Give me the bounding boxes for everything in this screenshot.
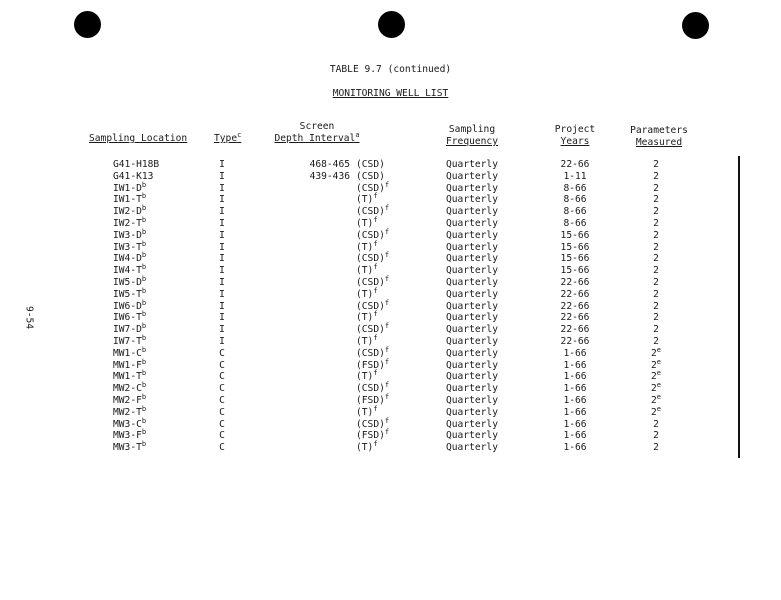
screen-interval-cell: $(T)^f$ [356, 369, 378, 383]
sampling-frequency-cell: Quarterly [446, 170, 498, 182]
sampling-frequency-cell: Quarterly [446, 406, 498, 418]
type-cell: I [219, 170, 225, 182]
sampling-frequency-cell: Quarterly [446, 394, 498, 406]
screen-interval-cell: $(T)^f$ [356, 310, 378, 324]
sampling-location-cell: $MW2-T^b$ [113, 404, 147, 418]
table-row [0, 357, 781, 372]
type-cell: I [219, 288, 225, 300]
screen-interval-cell: $(T)^f$ [356, 215, 378, 229]
header-type: Type$^c$ [214, 130, 242, 144]
table-row [0, 194, 781, 206]
screen-interval-cell: (CSD) [356, 170, 385, 182]
sampling-location-cell: $MW1-F^b$ [113, 357, 147, 371]
type-cell: I [219, 253, 225, 265]
screen-interval-cell: (CSD) [356, 159, 385, 170]
sampling-location-cell: $IW5-D^b$ [113, 274, 147, 288]
type-cell: C [219, 418, 225, 430]
screen-interval-cell: (FSD)$^f$ [356, 357, 390, 371]
project-years-cell: 15-66 [560, 229, 590, 241]
table-row [0, 159, 781, 171]
type-cell: C [219, 383, 225, 395]
project-years-cell: 15-66 [560, 241, 590, 253]
sampling-frequency-cell: Quarterly [446, 229, 498, 241]
sampling-location-cell: $MW2-C^b$ [113, 380, 147, 395]
sampling-location-cell: $MW1-C^b$ [113, 345, 147, 359]
table-row [0, 404, 781, 419]
header-sampling-location: Sampling Location [89, 133, 188, 144]
screen-interval-cell: (CSD)$^f$ [356, 416, 390, 430]
table-row [0, 380, 781, 395]
sampling-frequency-cell: Quarterly [446, 312, 498, 324]
project-years-cell: 15-66 [560, 265, 590, 277]
screen-interval-cell: (FSD)$^f$ [356, 428, 390, 442]
project-years-cell: 1-66 [563, 418, 587, 430]
table-row [0, 171, 781, 183]
well-list-table-body [0, 159, 781, 454]
project-years-cell: 1-66 [563, 347, 587, 359]
table-row [0, 262, 781, 277]
project-years-cell: 8-66 [563, 217, 587, 229]
screen-interval-cell: (CSD)$^f$ [356, 227, 390, 241]
sampling-location-cell: $MW2-F^b$ [113, 392, 147, 406]
screen-interval-cell: (CSD)$^f$ [356, 298, 390, 312]
screen-interval-cell: $(T)^f$ [356, 192, 378, 206]
header-sampling-frequency: Sampling Frequency [446, 124, 498, 147]
sampling-location-cell: $IW4-D^b$ [113, 251, 147, 265]
sampling-location-cell: $IW2-D^b$ [113, 204, 147, 218]
table-row [0, 274, 781, 289]
sampling-frequency-cell: Quarterly [446, 442, 498, 454]
project-years-cell: 1-66 [563, 430, 587, 442]
type-cell: I [219, 182, 225, 194]
parameters-measured-cell: 2e [651, 357, 661, 371]
sampling-frequency-cell: Quarterly [446, 383, 498, 395]
project-years-cell: 22-66 [560, 276, 590, 288]
parameters-measured-cell: 2 [653, 170, 659, 182]
sampling-frequency-cell: Quarterly [446, 253, 498, 265]
sampling-location-cell: $IW5-T^b$ [113, 286, 147, 300]
parameters-measured-cell: 2 [653, 276, 659, 288]
screen-interval-cell: (CSD)$^f$ [356, 204, 390, 218]
screen-interval-cell: (FSD)$^f$ [356, 392, 390, 406]
project-years-cell: 1-66 [563, 406, 587, 418]
type-cell: I [219, 276, 225, 288]
project-years-cell: 1-66 [563, 442, 587, 454]
parameters-measured-cell: 2 [653, 253, 659, 265]
table-row [0, 312, 781, 324]
type-cell: I [219, 312, 225, 324]
parameters-measured-cell: 2e [651, 345, 661, 359]
project-years-cell: 8-66 [563, 206, 587, 218]
sampling-location-cell: $IW1-T^b$ [113, 192, 147, 206]
parameters-measured-cell: 2 [653, 159, 659, 170]
header-project-years: Project Years [554, 124, 596, 147]
parameters-measured-cell: 2 [653, 430, 659, 442]
screen-interval-cell: $(T)^f$ [356, 286, 378, 300]
parameters-measured-cell: 2 [653, 300, 659, 312]
parameters-measured-cell: 2 [653, 418, 659, 430]
project-years-cell: 8-66 [563, 182, 587, 194]
sampling-location-cell: $MW3-T^b$ [113, 439, 147, 454]
sampling-frequency-cell: Quarterly [446, 265, 498, 277]
type-cell: I [219, 335, 225, 347]
project-years-cell: 22-66 [560, 335, 590, 347]
header-parameters-measured: Parameters Measured [630, 125, 688, 148]
parameters-measured-cell: 2e [651, 380, 661, 395]
project-years-cell: 8-66 [563, 194, 587, 206]
sampling-frequency-cell: Quarterly [446, 241, 498, 253]
parameters-measured-cell: 2 [653, 442, 659, 454]
project-years-cell: 1-66 [563, 383, 587, 395]
sampling-location-cell: $IW7-D^b$ [113, 321, 147, 336]
type-cell: I [219, 324, 225, 336]
type-cell: C [219, 347, 225, 359]
sampling-frequency-cell: Quarterly [446, 371, 498, 383]
table-row [0, 321, 781, 336]
table-row [0, 345, 781, 360]
table-row [0, 371, 781, 383]
sampling-location-cell: G41-K13 [113, 170, 154, 182]
project-years-cell: 22-66 [560, 324, 590, 336]
sampling-location-cell: $MW1-T^b$ [113, 369, 147, 383]
parameters-measured-cell: 2 [653, 335, 659, 347]
parameters-measured-cell: 2 [653, 265, 659, 277]
sampling-frequency-cell: Quarterly [446, 276, 498, 288]
table-row [0, 430, 781, 442]
project-years-cell: 1-66 [563, 359, 587, 371]
project-years-cell: 22-66 [560, 312, 590, 324]
sampling-location-cell: $IW3-T^b$ [113, 239, 147, 253]
sampling-frequency-cell: Quarterly [446, 359, 498, 371]
parameters-measured-cell: 2 [653, 288, 659, 300]
table-row [0, 215, 781, 230]
sampling-location-cell: $IW6-D^b$ [113, 298, 147, 312]
sampling-location-cell: $IW6-T^b$ [113, 310, 147, 324]
screen-interval-cell: (CSD)$^f$ [356, 345, 390, 359]
parameters-measured-cell: 2 [653, 217, 659, 229]
parameters-measured-cell: 2 [653, 182, 659, 194]
type-cell: I [219, 229, 225, 241]
punch-hole-center [378, 11, 405, 38]
type-cell: I [219, 241, 225, 253]
parameters-measured-cell: 2e [651, 404, 661, 418]
screen-interval-cell: (CSD)$^f$ [356, 274, 390, 288]
table-title: TABLE 9.7 (continued) [329, 64, 452, 75]
table-row [0, 253, 781, 265]
type-cell: C [219, 359, 225, 371]
sampling-location-cell: $MW3-C^b$ [113, 416, 147, 430]
table-row [0, 227, 781, 242]
parameters-measured-cell: 2 [653, 206, 659, 218]
type-cell: I [219, 159, 225, 170]
sampling-location-cell: G41-H18B [113, 159, 160, 170]
type-cell: C [219, 406, 225, 418]
table-subtitle: MONITORING WELL LIST [332, 88, 449, 99]
screen-interval-cell: $(T)^f$ [356, 239, 378, 253]
sampling-location-cell: $IW4-T^b$ [113, 262, 147, 277]
sampling-frequency-cell: Quarterly [446, 206, 498, 218]
screen-depth-cell: 439-436 [309, 170, 350, 182]
sampling-frequency-cell: Quarterly [446, 194, 498, 206]
screen-depth-cell: 468-465 [309, 159, 350, 170]
sampling-location-cell: $MW3-F^b$ [113, 428, 147, 442]
screen-interval-cell: (CSD)$^f$ [356, 180, 390, 194]
page-number: 9-54 [23, 305, 35, 330]
type-cell: C [219, 394, 225, 406]
table-row [0, 333, 781, 348]
type-cell: I [219, 265, 225, 277]
screen-interval-cell: $(T)^f$ [356, 262, 378, 277]
screen-interval-cell: (CSD)$^f$ [356, 380, 390, 395]
parameters-measured-cell: 2 [653, 194, 659, 206]
sampling-frequency-cell: Quarterly [446, 418, 498, 430]
table-row [0, 206, 781, 218]
project-years-cell: 15-66 [560, 253, 590, 265]
type-cell: C [219, 430, 225, 442]
project-years-cell: 22-66 [560, 300, 590, 312]
parameters-measured-cell: 2 [653, 229, 659, 241]
screen-interval-cell: (CSD)$^f$ [356, 251, 390, 265]
type-cell: C [219, 371, 225, 383]
parameters-measured-cell: 2e [651, 369, 661, 383]
sampling-location-cell: $IW3-D^b$ [113, 227, 147, 241]
sampling-frequency-cell: Quarterly [446, 217, 498, 229]
type-cell: I [219, 206, 225, 218]
sampling-frequency-cell: Quarterly [446, 430, 498, 442]
table-row [0, 439, 781, 454]
table-row [0, 180, 781, 195]
screen-interval-cell: $(T)^f$ [356, 439, 378, 454]
table-row [0, 298, 781, 313]
project-years-cell: 1-66 [563, 394, 587, 406]
project-years-cell: 1-11 [563, 170, 587, 182]
parameters-measured-cell: 2e [651, 392, 661, 406]
sampling-location-cell: $IW2-T^b$ [113, 215, 147, 229]
type-cell: I [219, 194, 225, 206]
punch-hole-left [74, 11, 101, 38]
parameters-measured-cell: 2 [653, 312, 659, 324]
sampling-frequency-cell: Quarterly [446, 347, 498, 359]
header-screen-depth-interval: Screen Depth Interval$^a$ [274, 121, 360, 144]
sampling-frequency-cell: Quarterly [446, 288, 498, 300]
type-cell: I [219, 300, 225, 312]
project-years-cell: 1-66 [563, 371, 587, 383]
type-cell: I [219, 217, 225, 229]
sampling-frequency-cell: Quarterly [446, 300, 498, 312]
parameters-measured-cell: 2 [653, 324, 659, 336]
screen-interval-cell: $(T)^f$ [356, 333, 378, 347]
sampling-frequency-cell: Quarterly [446, 159, 498, 170]
sampling-frequency-cell: Quarterly [446, 182, 498, 194]
parameters-measured-cell: 2 [653, 241, 659, 253]
project-years-cell: 22-66 [560, 159, 590, 170]
screen-interval-cell: $(T)^f$ [356, 404, 378, 418]
type-cell: C [219, 442, 225, 454]
table-row [0, 286, 781, 301]
table-row [0, 239, 781, 254]
project-years-cell: 22-66 [560, 288, 590, 300]
screen-interval-cell: (CSD)$^f$ [356, 321, 390, 336]
punch-hole-right [682, 12, 709, 39]
table-row [0, 416, 781, 431]
sampling-frequency-cell: Quarterly [446, 335, 498, 347]
sampling-frequency-cell: Quarterly [446, 324, 498, 336]
sampling-location-cell: $IW1-D^b$ [113, 180, 147, 194]
sampling-location-cell: $IW7-T^b$ [113, 333, 147, 347]
table-row [0, 392, 781, 407]
